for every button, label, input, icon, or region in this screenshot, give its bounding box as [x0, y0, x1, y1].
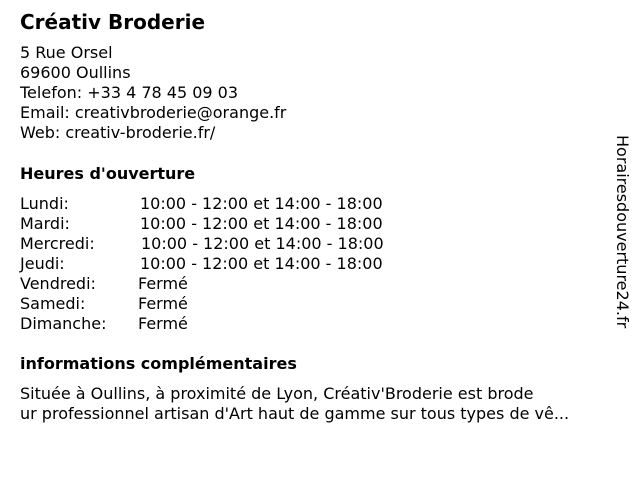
address-street: 5 Rue Orsel: [20, 43, 113, 62]
hours-time-value: Fermé: [138, 314, 188, 333]
hours-row-thursday: [20, 254, 440, 274]
hours-row-sunday: [20, 314, 440, 334]
additional-info-line: Située à Oullins, à proximité de Lyon, Créativ'Broderie est brode: [20, 384, 534, 403]
site-watermark: Horairesdouverture24.fr: [613, 135, 632, 329]
address-city: 69600 Oullins: [20, 63, 131, 82]
additional-info-line: ur professionnel artisan d'Art haut de gamme sur tous types de vê...: [20, 404, 570, 423]
opening-hours-table: [20, 194, 440, 334]
email-address[interactable]: Email: creativbroderie@orange.fr: [20, 103, 287, 122]
hours-day-label: Mercredi:: [20, 234, 95, 253]
website-link[interactable]: Web: creativ-broderie.fr/: [20, 123, 216, 142]
hours-time-value: 10:00 - 12:00 et 14:00 - 18:00: [140, 194, 383, 213]
hours-row-wednesday: [20, 234, 440, 254]
hours-day-label: Dimanche:: [20, 314, 107, 333]
business-name: Créativ Broderie: [20, 10, 206, 34]
hours-day-label: Lundi:: [20, 194, 69, 213]
hours-day-label: Mardi:: [20, 214, 70, 233]
hours-row-saturday: [20, 294, 440, 314]
hours-day-label: Vendredi:: [20, 274, 96, 293]
hours-day-label: Samedi:: [20, 294, 86, 313]
hours-time-value: Fermé: [138, 274, 188, 293]
additional-info-text: [20, 384, 620, 424]
hours-time-value: 10:00 - 12:00 et 14:00 - 18:00: [141, 234, 384, 253]
hours-row-monday: [20, 194, 440, 214]
hours-time-value: 10:00 - 12:00 et 14:00 - 18:00: [140, 214, 383, 233]
opening-hours-heading: Heures d'ouverture: [20, 164, 196, 183]
contact-block: [20, 43, 286, 143]
hours-row-tuesday: [20, 214, 440, 234]
hours-time-value: 10:00 - 12:00 et 14:00 - 18:00: [140, 254, 383, 273]
phone-number[interactable]: Telefon: +33 4 78 45 09 03: [20, 83, 239, 102]
additional-info-heading: informations complémentaires: [20, 354, 297, 373]
hours-row-friday: [20, 274, 440, 294]
hours-day-label: Jeudi:: [20, 254, 65, 273]
hours-time-value: Fermé: [138, 294, 188, 313]
